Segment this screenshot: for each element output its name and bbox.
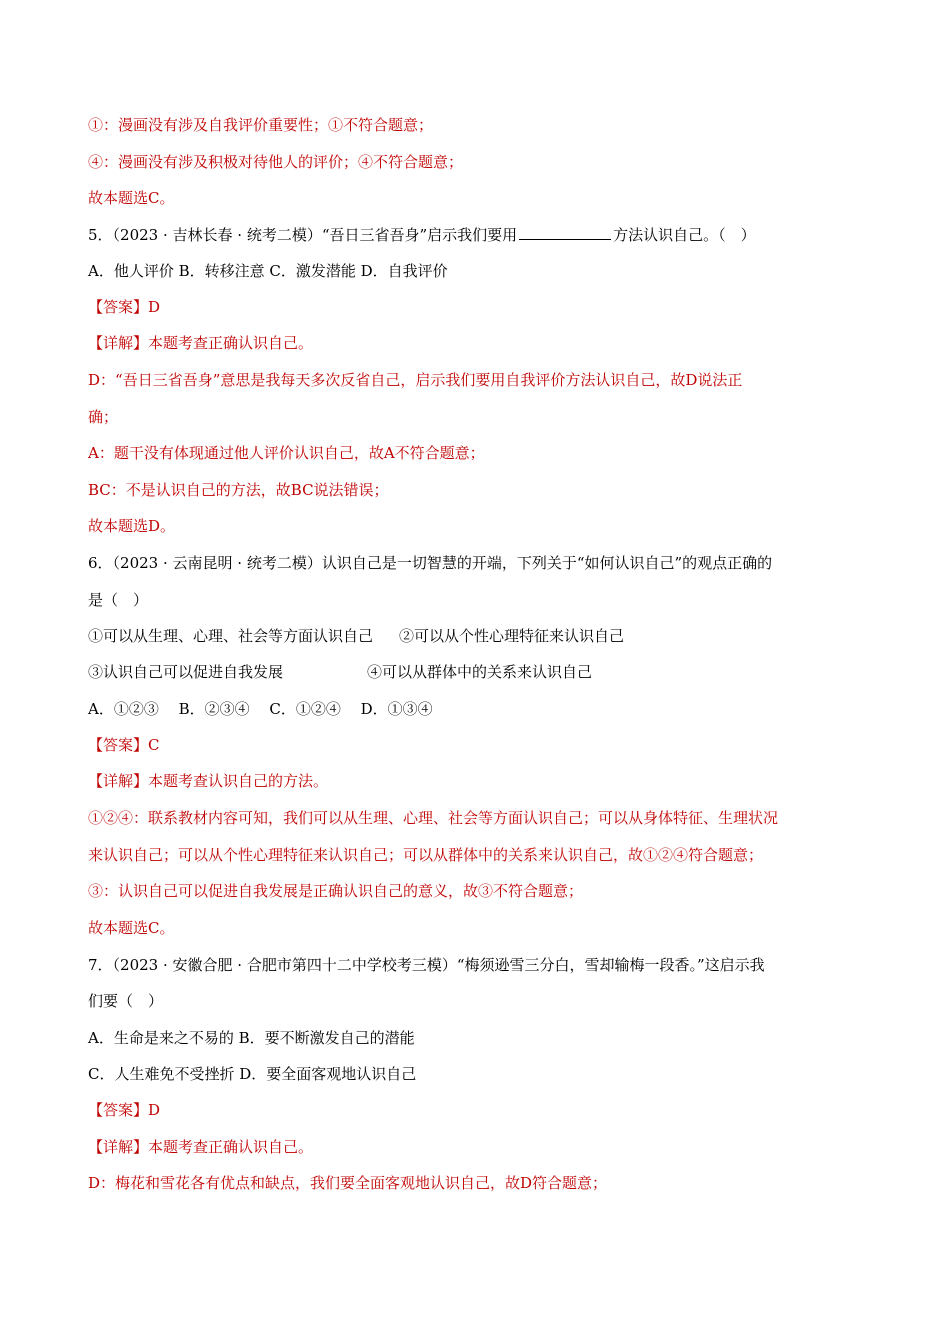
question-5-stem-end: 方法认识自己。（ ） — [613, 226, 756, 244]
question-6-stem: 是（ ） — [88, 591, 149, 609]
statement-2: ②可以从个性心理特征来认识自己 — [399, 627, 625, 645]
question-7-options: C．人生难免不受挫折 D．要全面客观地认识自己 — [88, 1065, 417, 1083]
statement-1: ①可以从生理、心理、社会等方面认识自己 — [88, 627, 374, 645]
question-6-statements — [88, 662, 592, 682]
question-6-stem: 6．（2023 · 云南昆明 · 统考二模）认识自己是一切智慧的开端，下列关于“如何认识自己”的观点正确的 — [88, 554, 773, 572]
conclusion-line: 故本题选D。 — [88, 517, 176, 535]
explanation-line: D：“吾日三省吾身”意思是我每天多次反省自己，启示我们要用自我评价方法认识自己，故D说法正 — [88, 371, 743, 389]
explanation-line: ①：漫画没有涉及自我评价重要性；①不符合题意； — [88, 116, 434, 134]
explanation-heading: 【详解】本题考查认识自己的方法。 — [88, 772, 329, 790]
question-7-stem: 7．（2023 · 安徽合肥 · 合肥市第四十二中学校考三模）“梅须逊雪三分白，雪却输梅一段香。”这启示我 — [88, 956, 765, 974]
answer-label: 【答案】D — [88, 1101, 161, 1119]
question-5-options: A．他人评价 B．转移注意 C．激发潜能 D．自我评价 — [88, 262, 448, 280]
answer-label: 【答案】C — [88, 736, 160, 754]
statement-4: ④可以从群体中的关系来认识自己 — [367, 663, 593, 681]
statement-3: ③认识自己可以促进自我发展 — [88, 663, 284, 681]
explanation-line: ③：认识自己可以促进自我发展是正确认识自己的意义，故③不符合题意； — [88, 882, 584, 900]
explanation-line: ①②④：联系教材内容可知，我们可以从生理、心理、社会等方面认识自己；可以从身体特征、生理状况 — [88, 809, 779, 827]
question-7-options: A．生命是来之不易的 B．要不断激发自己的潜能 — [88, 1029, 415, 1047]
explanation-line: ④：漫画没有涉及积极对待他人的评价；④不符合题意； — [88, 153, 464, 171]
question-5-stem: 5．（2023 · 吉林长春 · 统考二模）“吾日三省吾身”启示我们要用 — [88, 226, 518, 244]
answer-label: 【答案】D — [88, 298, 161, 316]
explanation-line: 确； — [88, 408, 119, 426]
conclusion-line: 故本题选C。 — [88, 189, 175, 207]
explanation-line: A：题干没有体现通过他人评价认识自己，故A不符合题意； — [88, 444, 485, 462]
question-6-options: A．①②③ B．②③④ C．①②④ D．①③④ — [88, 700, 433, 718]
explanation-heading: 【详解】本题考查正确认识自己。 — [88, 1138, 314, 1156]
fill-blank — [519, 225, 611, 240]
question-7-stem: 们要（ ） — [88, 992, 164, 1010]
explanation-line: D：梅花和雪花各有优点和缺点，我们要全面客观地认识自己，故D符合题意； — [88, 1174, 608, 1192]
question-6-statements — [88, 626, 624, 646]
explanation-line: BC：不是认识自己的方法，故BC说法错误； — [88, 481, 389, 499]
question-5 — [88, 225, 756, 245]
conclusion-line: 故本题选C。 — [88, 919, 175, 937]
explanation-heading: 【详解】本题考查正确认识自己。 — [88, 334, 314, 352]
explanation-line: 来认识自己；可以从个性心理特征来认识自己；可以从群体中的关系来认识自己，故①②④符合题意； — [88, 846, 764, 864]
